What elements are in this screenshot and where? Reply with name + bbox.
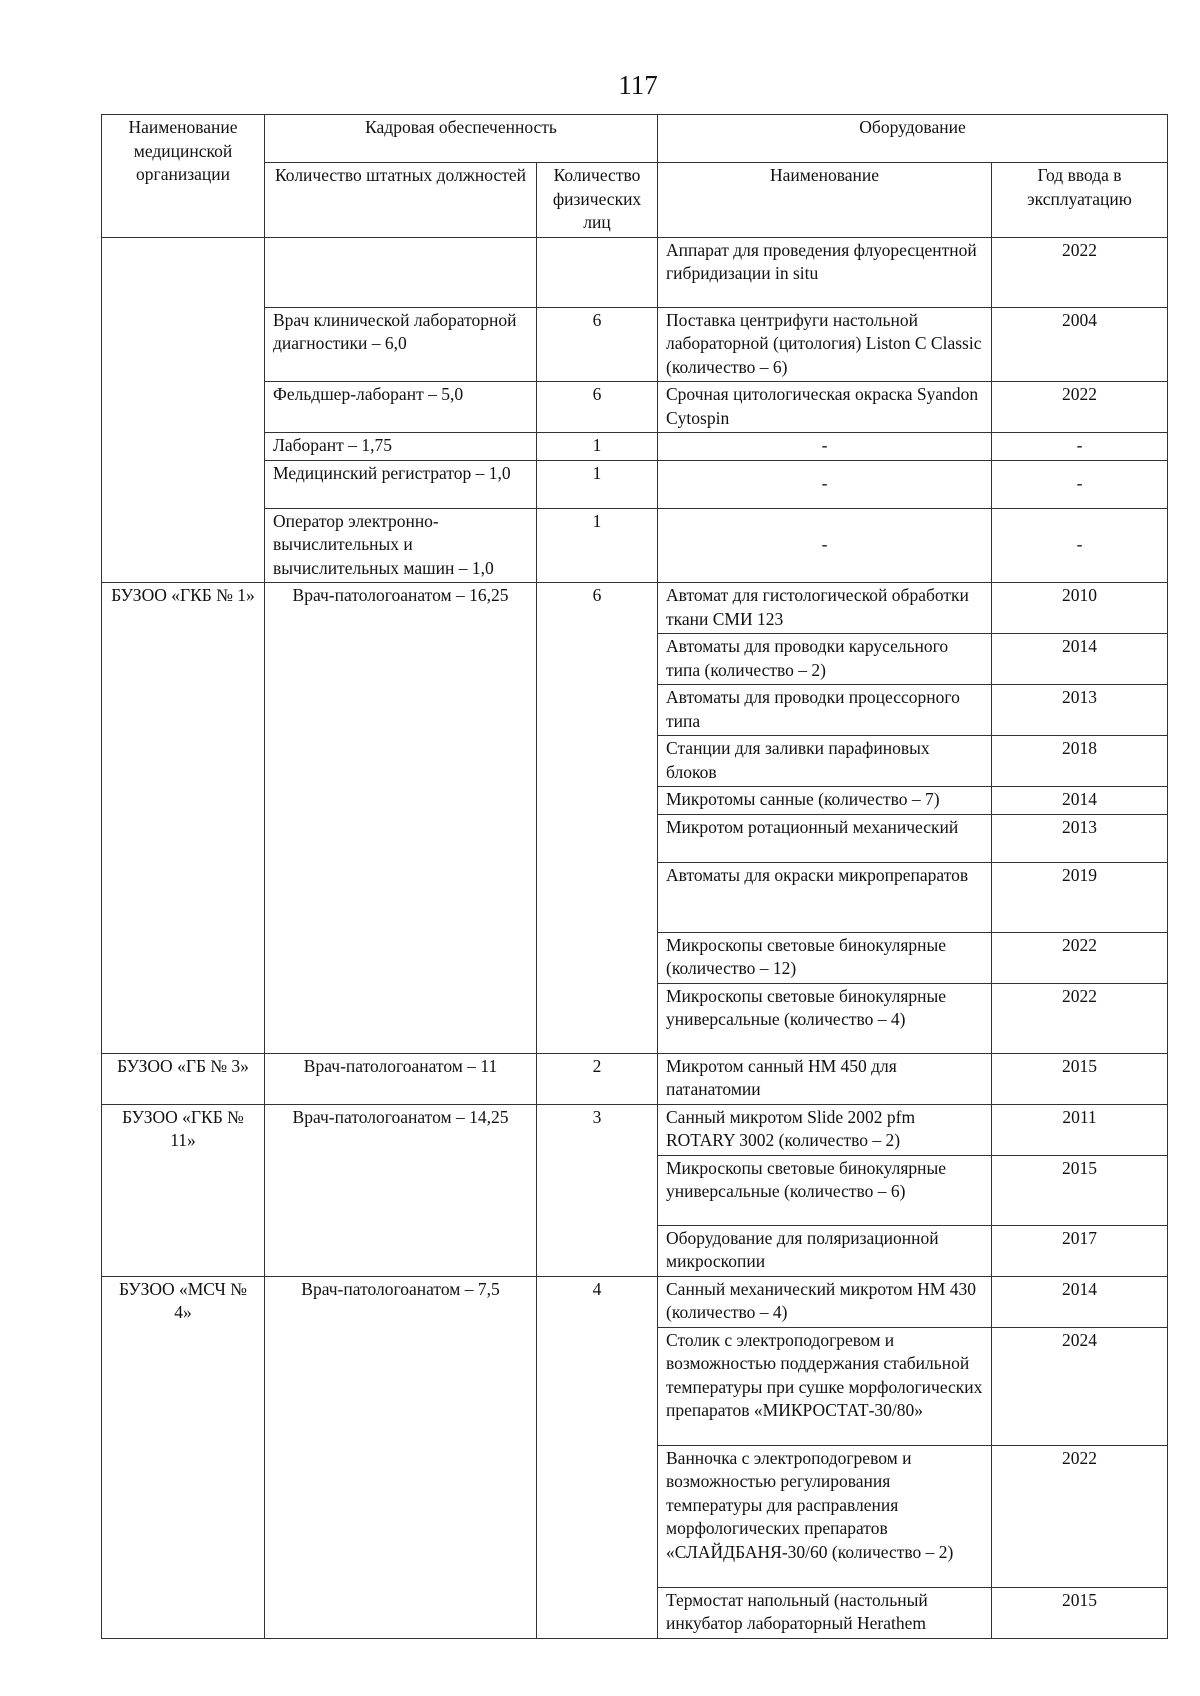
position-cell: Врач-патологоанатом – 14,25 — [265, 1104, 537, 1276]
persons-cell: 6 — [537, 583, 658, 1054]
equipment-name: Поставка центрифуги настольной лабораторной (цитология) Liston C Classic (количество – 6) — [658, 307, 992, 382]
equipment-year: 2015 — [992, 1053, 1168, 1104]
equipment-year: 2013 — [992, 814, 1168, 862]
equipment-year: - — [992, 508, 1168, 583]
org-cell: БУЗОО «ГБ № 3» — [102, 1053, 265, 1104]
position-cell: Медицинский регистратор – 1,0 — [265, 460, 537, 508]
persons-cell: 1 — [537, 508, 658, 583]
position-cell: Оператор электронно-вычислительных и вычислительных машин – 1,0 — [265, 508, 537, 583]
equipment-name: Автоматы для окраски микропрепаратов — [658, 862, 992, 932]
header-staffing: Кадровая обеспеченность — [265, 115, 658, 163]
org-cell: БУЗОО «МСЧ № 4» — [102, 1276, 265, 1638]
equipment-name: - — [658, 508, 992, 583]
equipment-year: 2014 — [992, 787, 1168, 815]
header-org: Наименование медицинской организации — [102, 115, 265, 238]
equipment-name: Микроскопы световые бинокулярные универсальные (количество – 4) — [658, 983, 992, 1053]
equipment-year: 2004 — [992, 307, 1168, 382]
persons-cell: 1 — [537, 460, 658, 508]
equipment-name: Санный микротом Slide 2002 pfm ROTARY 3002 (количество – 2) — [658, 1104, 992, 1155]
equipment-table — [101, 114, 1168, 1639]
equipment-name: Оборудование для поляризационной микроскопии — [658, 1225, 992, 1276]
equipment-name: Автомат для гистологической обработки ткани СМИ 123 — [658, 583, 992, 634]
equipment-name: Микроскопы световые бинокулярные (количество – 12) — [658, 932, 992, 983]
equipment-name: - — [658, 433, 992, 461]
equipment-name: Ванночка с электроподогревом и возможностью регулирования температуры для расправления морфологических препаратов «СЛАЙДБАНЯ-30/60 (количество – 2) — [658, 1445, 992, 1587]
equipment-year: 2022 — [992, 932, 1168, 983]
equipment-year: 2024 — [992, 1327, 1168, 1445]
persons-cell: 4 — [537, 1276, 658, 1638]
persons-cell — [537, 237, 658, 307]
equipment-year: 2015 — [992, 1155, 1168, 1225]
header-persons: Количество физических лиц — [537, 163, 658, 238]
position-cell: Врач-патологоанатом – 7,5 — [265, 1276, 537, 1638]
equipment-year: 2022 — [992, 237, 1168, 307]
equipment-name: Столик с электроподогревом и возможностью поддержания стабильной температуры при сушке морфологических препаратов «МИКРОСТАТ-30/80» — [658, 1327, 992, 1445]
header-eq-name: Наименование — [658, 163, 992, 238]
equipment-name: Микротом ротационный механический — [658, 814, 992, 862]
equipment-name: Станции для заливки парафиновых блоков — [658, 736, 992, 787]
equipment-year: 2022 — [992, 382, 1168, 433]
position-cell: Врач клинической лабораторной диагностики – 6,0 — [265, 307, 537, 382]
position-cell: Фельдшер-лаборант – 5,0 — [265, 382, 537, 433]
position-cell — [265, 237, 537, 307]
equipment-year: - — [992, 433, 1168, 461]
position-cell: Врач-патологоанатом – 16,25 — [265, 583, 537, 1054]
header-positions: Количество штатных должностей — [265, 163, 537, 238]
equipment-name: Автоматы для проводки процессорного типа — [658, 685, 992, 736]
equipment-name: Микроскопы световые бинокулярные универсальные (количество – 6) — [658, 1155, 992, 1225]
header-eq-year: Год ввода в эксплуатацию — [992, 163, 1168, 238]
equipment-year: 2022 — [992, 1445, 1168, 1587]
equipment-year: 2014 — [992, 1276, 1168, 1327]
persons-cell: 6 — [537, 382, 658, 433]
equipment-name: Санный механический микротом HM 430 (количество – 4) — [658, 1276, 992, 1327]
equipment-name: Автоматы для проводки карусельного типа (количество – 2) — [658, 634, 992, 685]
header-equipment: Оборудование — [658, 115, 1168, 163]
equipment-name: Срочная цитологическая окраска Syandon Cytospin — [658, 382, 992, 433]
persons-cell: 3 — [537, 1104, 658, 1276]
persons-cell: 6 — [537, 307, 658, 382]
equipment-name: - — [658, 460, 992, 508]
equipment-year: 2022 — [992, 983, 1168, 1053]
equipment-name: Термостат напольный (настольный инкубатор лабораторный Herathem — [658, 1587, 992, 1638]
equipment-year: 2015 — [992, 1587, 1168, 1638]
org-cell — [102, 237, 265, 583]
org-cell: БУЗОО «ГКБ № 1» — [102, 583, 265, 1054]
equipment-name: Микротомы санные (количество – 7) — [658, 787, 992, 815]
position-cell: Лаборант – 1,75 — [265, 433, 537, 461]
equipment-year: 2010 — [992, 583, 1168, 634]
equipment-year: 2014 — [992, 634, 1168, 685]
persons-cell: 2 — [537, 1053, 658, 1104]
equipment-year: 2017 — [992, 1225, 1168, 1276]
equipment-year: 2011 — [992, 1104, 1168, 1155]
persons-cell: 1 — [537, 433, 658, 461]
equipment-name: Аппарат для проведения флуоресцентной гибридизации in situ — [658, 237, 992, 307]
equipment-year: 2013 — [992, 685, 1168, 736]
page-number: 117 — [618, 70, 658, 100]
equipment-name: Микротом санный HM 450 для патанатомии — [658, 1053, 992, 1104]
equipment-year: - — [992, 460, 1168, 508]
position-cell: Врач-патологоанатом – 11 — [265, 1053, 537, 1104]
equipment-year: 2019 — [992, 862, 1168, 932]
org-cell: БУЗОО «ГКБ № 11» — [102, 1104, 265, 1276]
equipment-year: 2018 — [992, 736, 1168, 787]
